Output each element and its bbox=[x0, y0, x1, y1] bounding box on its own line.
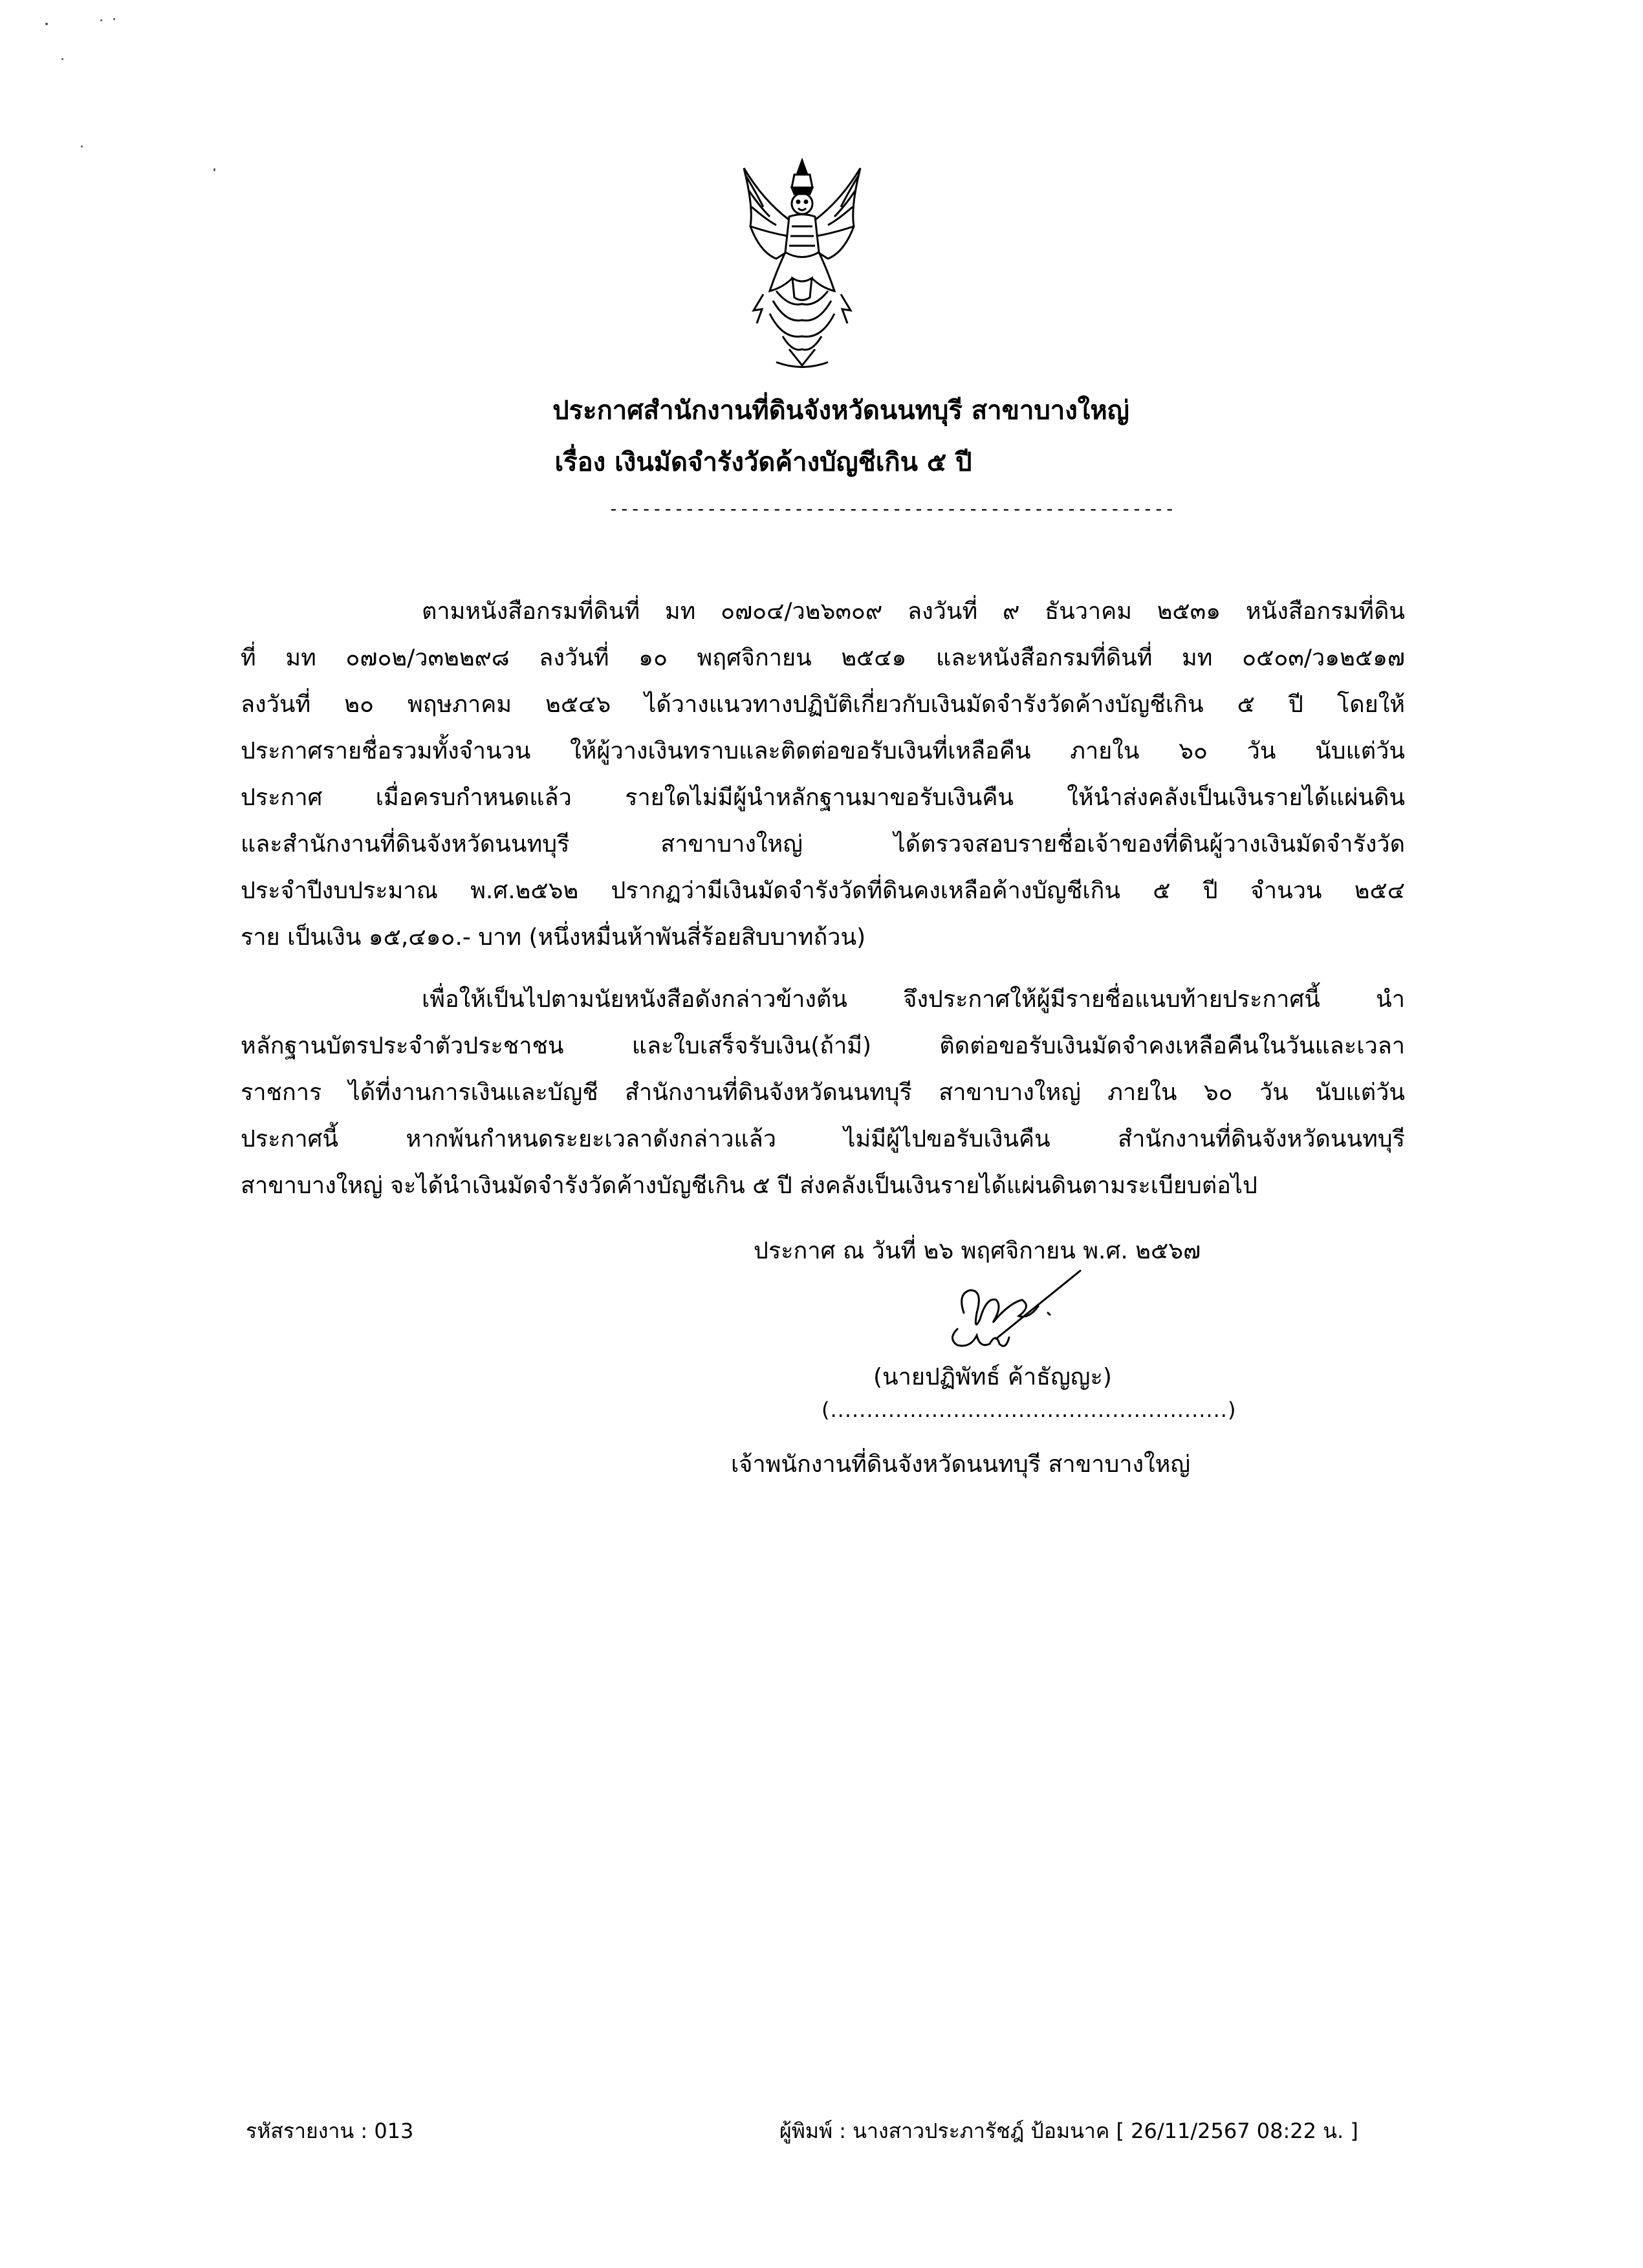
paragraph-line: เพื่อให้เป็นไปตามนัยหนังสือดังกล่าวข้างต้น จึงประกาศให้ผู้มีรายชื่อแนบท้ายประกาศนี้ นำ bbox=[422, 986, 1405, 1013]
scan-speck bbox=[45, 23, 48, 25]
body-paragraph-2 bbox=[241, 977, 1405, 1209]
body-paragraph-1 bbox=[241, 589, 1405, 961]
paragraph-line: และสำนักงานที่ดินจังหวัดนนทบุรี สาขาบางใหญ่ ได้ตรวจสอบรายชื่อเจ้าของที่ดินผู้วางเงินมัดจำรังวัด bbox=[241, 831, 1405, 858]
announcement-date: ประกาศ ณ วันที่ ๒๖ พฤศจิกายน พ.ศ. ๒๕๖๗ bbox=[754, 1238, 1201, 1264]
paragraph-line: ราชการ ได้ที่งานการเงินและบัญชี สำนักงานที่ดินจังหวัดนนทบุรี สาขาบางใหญ่ ภายใน ๖๐ วัน นับแต่วัน bbox=[241, 1079, 1405, 1106]
garuda-emblem-icon bbox=[737, 155, 867, 375]
paragraph-line: หลักฐานบัตรประจำตัวประชาชน และใบเสร็จรับเงิน(ถ้ามี) ติดต่อขอรับเงินมัดจำคงเหลือคืนในวันและเวลา bbox=[241, 1033, 1405, 1059]
announcement-title: ประกาศสำนักงานที่ดินจังหวัดนนทบุรี สาขาบางใหญ่ bbox=[552, 396, 1129, 426]
signer-title: เจ้าพนักงานที่ดินจังหวัดนนทบุรี สาขาบางใหญ่ bbox=[731, 1451, 1191, 1478]
paragraph-line: สาขาบางใหญ่ จะได้นำเงินมัดจำรังวัดค้างบัญชีเกิน ๕ ปี ส่งคลังเป็นเงินรายได้แผ่นดินตามระเบียบต่อไป bbox=[241, 1172, 1257, 1199]
announcement-subject: เรื่อง เงินมัดจำรังวัดค้างบัญชีเกิน ๕ ปี bbox=[554, 448, 972, 477]
paragraph-line: ประกาศ เมื่อครบกำหนดแล้ว รายใดไม่มีผู้นำหลักฐานมาขอรับเงินคืน ให้นำส่งคลังเป็นเงินรายได้แผ่นดิน bbox=[241, 784, 1405, 811]
scan-speck bbox=[113, 18, 115, 20]
report-code: รหัสรายงาน : 013 bbox=[246, 2119, 414, 2143]
signature-line: (.......................................................) bbox=[822, 1398, 1237, 1422]
printer-info: ผู้พิมพ์ : นางสาวประภารัชฎ์ ป้อมนาค [ 26/11/2567 08:22 น. ] bbox=[779, 2119, 1358, 2143]
paragraph-line: ประจำปีงบประมาณ พ.ศ.๒๕๖๒ ปรากฏว่ามีเงินมัดจำรังวัดที่ดินคงเหลือค้างบัญชีเกิน ๕ ปี จำนวน ๒๕๔ bbox=[241, 878, 1405, 904]
title-divider: ---------------------------------------------------- bbox=[608, 498, 1175, 519]
scan-speck bbox=[61, 58, 63, 60]
paragraph-line: ลงวันที่ ๒๐ พฤษภาคม ๒๕๔๖ ได้วางแนวทางปฏิบัติเกี่ยวกับเงินมัดจำรังวัดค้างบัญชีเกิน ๕ ปี โดยให้ bbox=[241, 691, 1405, 718]
scan-speck bbox=[81, 146, 83, 147]
scan-speck bbox=[213, 168, 215, 171]
paragraph-line: ตามหนังสือกรมที่ดินที่ มท ๐๗๐๔/ว๒๖๓๐๙ ลงวันที่ ๙ ธันวาคม ๒๕๓๑ หนังสือกรมที่ดิน bbox=[422, 598, 1405, 625]
paragraph-line: ราย เป็นเงิน ๑๕,๔๑๐.- บาท (หนึ่งหมื่นห้าพันสี่ร้อยสิบบาทถ้วน) bbox=[241, 924, 866, 951]
paragraph-line: ประกาศรายชื่อรวมทั้งจำนวน ให้ผู้วางเงินทราบและติดต่อขอรับเงินที่เหลือคืน ภายใน ๖๐ วัน นับแต่วัน bbox=[241, 738, 1405, 764]
signer-name: (นายปฏิพัทธ์ ค้าธัญญะ) bbox=[873, 1364, 1112, 1390]
paragraph-line: ที่ มท ๐๗๐๒/ว๓๒๒๙๘ ลงวันที่ ๑๐ พฤศจิกายน ๒๕๔๑ และหนังสือกรมที่ดินที่ มท ๐๕๐๓/ว๑๒๕๑๗ bbox=[241, 645, 1405, 671]
paragraph-line: ประกาศนี้ หากพ้นกำหนดระยะเวลาดังกล่าวแล้ว ไม่มีผู้ไปขอรับเงินคืน สำนักงานที่ดินจังหวัดนนทบุรี bbox=[241, 1126, 1405, 1152]
scan-speck bbox=[100, 19, 102, 21]
